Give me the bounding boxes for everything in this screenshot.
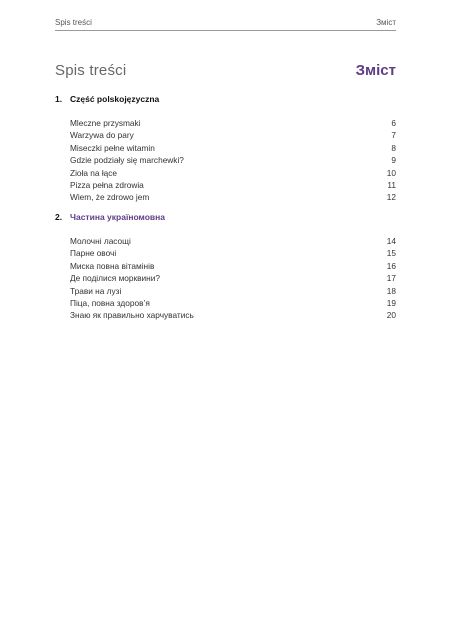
entry-page-number: 15 — [386, 248, 396, 259]
entry-page-number: 14 — [386, 236, 396, 246]
title-ukrainian: Зміст — [355, 62, 396, 79]
toc-section-polish — [55, 94, 396, 205]
section-number: 2. — [55, 212, 63, 222]
entry-title: Warzywa do pary — [70, 130, 134, 141]
entry-title: Молочні ласощі — [70, 236, 131, 246]
toc-entry[interactable] — [55, 310, 396, 322]
entry-title: Де поділися морквини? — [70, 273, 161, 284]
section-heading — [55, 94, 396, 108]
entry-title: Парне овочі — [70, 248, 117, 259]
running-head-left: Spis treści — [55, 18, 92, 27]
entry-title: Трави на лузі — [70, 285, 122, 296]
entry-page-number: 17 — [386, 273, 396, 284]
entry-title: Gdzie podziały się marchewki? — [70, 155, 184, 166]
section-heading — [55, 212, 396, 226]
entry-page-number: 11 — [387, 179, 396, 190]
toc-entries — [55, 236, 396, 323]
entry-title: Миска повна вітамінів — [70, 260, 155, 271]
toc-entry[interactable] — [55, 155, 396, 167]
toc-entry[interactable] — [55, 286, 396, 298]
toc-entry[interactable] — [55, 143, 396, 155]
entry-title: Zioła na łące — [70, 167, 118, 178]
entry-title: Pizza pełna zdrowia — [70, 179, 144, 190]
section-number: 1. — [55, 94, 63, 104]
toc-entry[interactable] — [55, 298, 396, 310]
entry-page-number: 8 — [391, 142, 396, 153]
entry-page-number: 18 — [386, 285, 396, 296]
toc-entries — [55, 118, 396, 205]
entry-page-number: 6 — [391, 118, 396, 128]
toc-section-ukrainian — [55, 212, 396, 323]
entry-page-number: 12 — [386, 192, 396, 203]
toc-entry[interactable] — [55, 118, 396, 130]
toc-entry[interactable] — [55, 168, 396, 180]
entry-title: Miseczki pełne witamin — [70, 142, 155, 153]
toc-titles — [55, 62, 396, 84]
toc-entry[interactable] — [55, 273, 396, 285]
entry-page-number: 20 — [386, 310, 396, 321]
entry-title: Піца, повна здоров’я — [70, 297, 150, 308]
entry-page-number: 19 — [386, 297, 396, 308]
running-head — [55, 18, 396, 31]
toc-entry[interactable] — [55, 180, 396, 192]
running-head-right: Зміст — [376, 18, 396, 27]
entry-title: Знаю як правильно харчуватись — [70, 310, 194, 321]
toc-entry[interactable] — [55, 192, 396, 204]
toc-entry[interactable] — [55, 130, 396, 142]
toc-entry[interactable] — [55, 236, 396, 248]
toc-entry[interactable] — [55, 248, 396, 260]
entry-page-number: 16 — [386, 260, 396, 271]
entry-page-number: 9 — [391, 155, 396, 166]
title-polish: Spis treści — [55, 62, 127, 79]
entry-title: Mleczne przysmaki — [70, 118, 141, 128]
entry-page-number: 10 — [386, 167, 396, 178]
section-title: Część polskojęzyczna — [70, 94, 160, 104]
entry-title: Wiem, że zdrowo jem — [70, 192, 150, 203]
section-title: Частина україномовна — [70, 212, 165, 222]
toc-entry[interactable] — [55, 261, 396, 273]
entry-page-number: 7 — [391, 130, 396, 141]
